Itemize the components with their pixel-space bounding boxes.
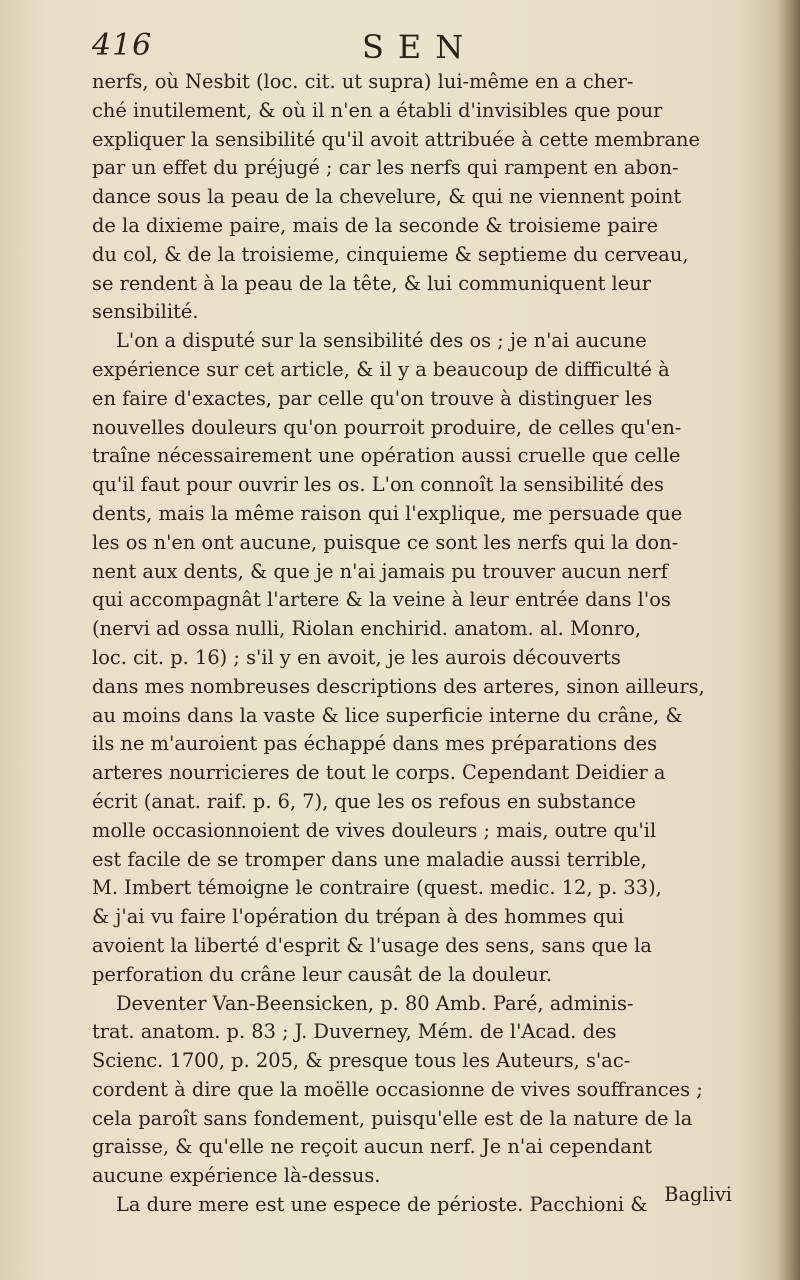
text-line: Deventer Van-Beensicken, p. 80 Amb. Paré, adminis- — [116, 991, 634, 1015]
text-line: nerfs, où Nesbit (loc. cit. ut supra) lui-même en a cher- — [92, 70, 634, 93]
running-head: SEN — [362, 28, 478, 66]
text-line: arteres nourricieres de tout le corps. Cependant Deidier a — [92, 761, 666, 785]
page-edge-shadow — [778, 0, 800, 1280]
text-line: en faire d'exactes, par celle qu'on trouve à distinguer les — [92, 386, 653, 410]
text-line: du col, & de la troisieme, cinquieme & septieme du cerveau, — [92, 242, 689, 266]
text-line: par un effet du préjugé ; car les nerfs qui rampent en abon- — [92, 156, 679, 180]
text-line: écrit (anat. raif. p. 6, 7), que les os refous en substance — [92, 789, 636, 813]
text-line: aucune expérience là-dessus. — [92, 1164, 381, 1188]
text-line: perforation du crâne leur causât de la douleur. — [92, 962, 553, 986]
page-header — [92, 28, 742, 68]
text-line: sensibilité. — [92, 300, 199, 324]
text-line: dance sous la peau de la chevelure, & qui ne viennent point — [92, 185, 682, 209]
page-number: 416 — [92, 28, 153, 63]
catchword: Baglivi — [664, 1183, 732, 1206]
text-line: trat. anatom. p. 83 ; J. Duverney, Mém. de l'Acad. des — [92, 1020, 617, 1044]
text-line: de la dixieme paire, mais de la seconde & troisieme paire — [92, 213, 659, 237]
text-line: Scienc. 1700, p. 205, & presque tous les Auteurs, s'ac- — [92, 1049, 631, 1073]
text-line: expliquer la sensibilité qu'il avoit attribuée à cette membrane — [92, 127, 700, 151]
text-line: qu'il faut pour ouvrir les os. L'on connoît la sensibilité des — [92, 473, 664, 497]
text-line: molle occasionnoient de vives douleurs ; mais, outre qu'il — [92, 818, 657, 842]
text-line: ils ne m'auroient pas échappé dans mes préparations des — [92, 732, 658, 756]
text-line: ché inutilement, & où il n'en a établi d'invisibles que pour — [92, 98, 663, 122]
text-line: M. Imbert témoigne le contraire (quest. medic. 12, p. 33), — [92, 876, 662, 900]
text-line: se rendent à la peau de la tête, & lui communiquent leur — [92, 271, 651, 295]
paragraph-4 — [92, 1191, 760, 1220]
text-line: & j'ai vu faire l'opération du trépan à des hommes qui — [92, 905, 624, 929]
text-line: La dure mere est une espece de périoste. Pacchioni & — [116, 1193, 648, 1217]
text-line: les os n'en ont aucune, puisque ce sont les nerfs qui la don- — [92, 530, 679, 554]
text-line: expérience sur cet article, & il y a beaucoup de difficulté à — [92, 357, 670, 381]
text-line: cela paroît sans fondement, puisqu'elle est de la nature de la — [92, 1106, 693, 1130]
text-line: L'on a disputé sur la sensibilité des os ; je n'ai aucune — [116, 329, 647, 353]
paragraph-1 — [92, 68, 760, 327]
text-line: cordent à dire que la moëlle occasionne de vives souffrances ; — [92, 1077, 703, 1101]
text-line: avoient la liberté d'esprit & l'usage des sens, sans que la — [92, 933, 652, 957]
text-line: nent aux dents, & que je n'ai jamais pu trouver aucun nerf — [92, 559, 668, 583]
text-line: (nervi ad ossa nulli, Riolan enchirid. anatom. al. Monro, — [92, 617, 642, 641]
text-line: au moins dans la vaste & lice superficie interne du crâne, & — [92, 703, 683, 727]
text-line: dans mes nombreuses descriptions des arteres, sinon ailleurs, — [92, 674, 705, 698]
text-line: qui accompagnât l'artere & la veine à leur entrée dans l'os — [92, 588, 671, 612]
text-line: traîne nécessairement une opération aussi cruelle que celle — [92, 444, 681, 468]
paragraph-3 — [92, 990, 760, 1192]
text-line: graisse, & qu'elle ne reçoit aucun nerf. Je n'ai cependant — [92, 1135, 653, 1159]
paragraph-2 — [92, 327, 760, 989]
text-line: dents, mais la même raison qui l'explique, me persuade que — [92, 501, 683, 525]
text-line: loc. cit. p. 16) ; s'il y en avoit, je les aurois découverts — [92, 645, 621, 669]
page-body — [92, 68, 760, 1220]
text-line: est facile de se tromper dans une maladie aussi terrible, — [92, 847, 647, 871]
text-line: nouvelles douleurs qu'on pourroit produire, de celles qu'en- — [92, 415, 682, 439]
